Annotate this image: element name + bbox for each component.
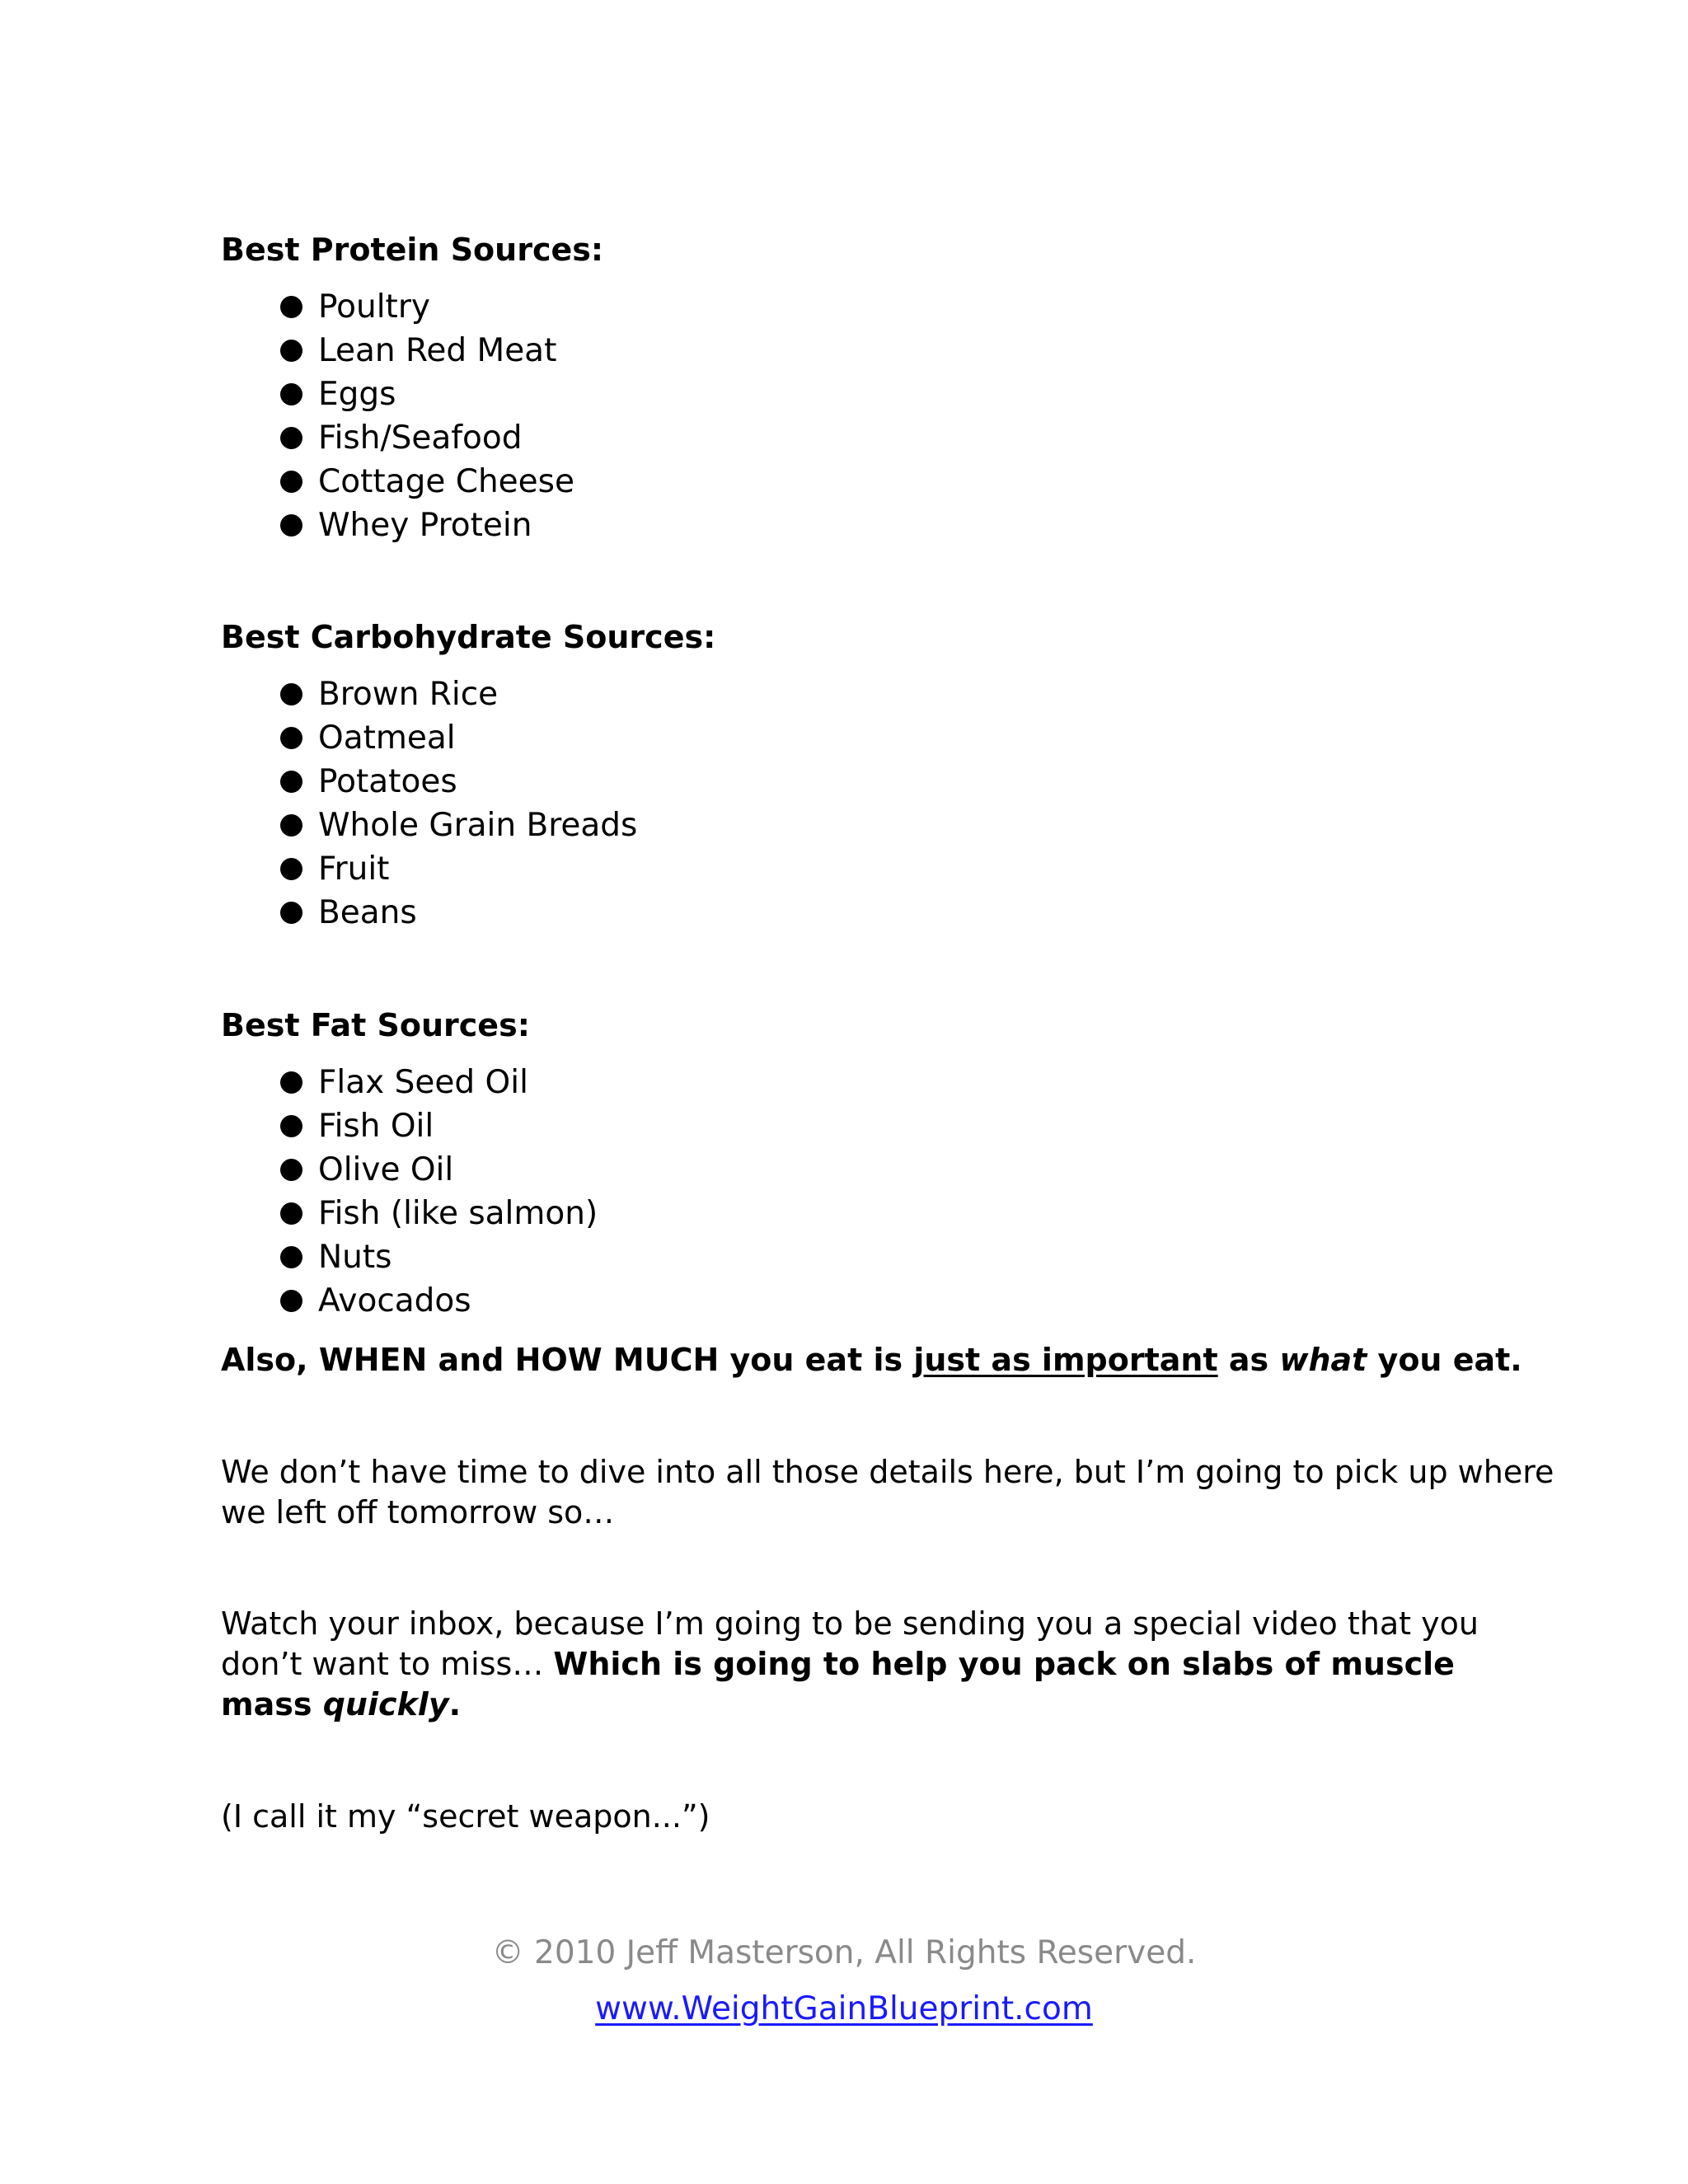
list-item-label: Avocados <box>318 1282 471 1319</box>
list-item <box>280 1148 598 1192</box>
bullet-icon <box>280 1202 302 1225</box>
list-item-label: Potatoes <box>318 763 457 800</box>
list-item <box>280 416 574 460</box>
bullet-icon <box>280 858 302 880</box>
bullet-icon <box>280 514 302 537</box>
list-item <box>280 1279 598 1323</box>
emphasis-sentence <box>221 1340 1522 1380</box>
list-item-label: Fish/Seafood <box>318 419 523 457</box>
list-item-label: Poultry <box>318 288 430 326</box>
paragraph-bold: Which is going to help you pack on slabs of muscle <box>553 1646 1455 1682</box>
bullet-icon <box>280 1246 302 1268</box>
website-link-wrapper <box>0 1990 1688 2029</box>
paragraph-line: We don’t have time to dive into all those details here, but I’m going to pick up where <box>221 1454 1554 1490</box>
paragraph-bold-italic: quickly <box>322 1686 449 1722</box>
paragraph-line: Watch your inbox, because I’m going to be sending you a special video that you <box>221 1605 1479 1642</box>
website-link[interactable]: www.WeightGainBlueprint.com <box>595 1990 1093 2027</box>
protein-heading: Best Protein Sources: <box>221 232 604 268</box>
paragraph-inbox <box>221 1604 1490 1725</box>
list-item <box>280 673 637 716</box>
list-item-label: Beans <box>318 894 417 931</box>
copyright-notice: © 2010 Jeff Masterson, All Rights Reserved. <box>491 1934 1197 1971</box>
list-item-label: Lean Red Meat <box>318 332 557 369</box>
list-item <box>280 891 637 935</box>
paragraph-line: we left off tomorrow so… <box>221 1494 615 1530</box>
list-item <box>280 1061 598 1104</box>
bullet-icon <box>280 296 302 318</box>
list-item-label: Whole Grain Breads <box>318 807 638 844</box>
fats-heading: Best Fat Sources: <box>221 1007 530 1043</box>
protein-list <box>280 285 574 547</box>
bullet-icon <box>280 383 302 405</box>
list-item-label: Nuts <box>318 1239 392 1276</box>
list-item-label: Whey Protein <box>318 507 532 544</box>
list-item <box>280 504 574 547</box>
list-item-label: Fish Oil <box>318 1108 434 1145</box>
carbs-list <box>280 673 637 935</box>
paragraph-line: don’t want to miss… <box>221 1646 554 1682</box>
paragraph-bold: mass <box>221 1686 323 1722</box>
list-item <box>280 847 637 891</box>
paragraph-details <box>221 1452 1554 1533</box>
list-item <box>280 329 574 373</box>
bullet-icon <box>280 683 302 705</box>
list-item-label: Fruit <box>318 851 390 888</box>
carbs-heading: Best Carbohydrate Sources: <box>221 619 716 655</box>
list-item <box>280 1192 598 1235</box>
bullet-icon <box>280 814 302 837</box>
emphasis-text: Also, WHEN and HOW MUCH you eat is <box>221 1342 914 1378</box>
fats-list <box>280 1061 598 1323</box>
bullet-icon <box>280 1159 302 1181</box>
emphasis-italic: what <box>1279 1342 1367 1378</box>
bullet-icon <box>280 902 302 924</box>
emphasis-text: as <box>1217 1342 1280 1378</box>
bullet-icon <box>280 1115 302 1137</box>
bullet-icon <box>280 471 302 493</box>
paragraph-secret-weapon: (I call it my “secret weapon...”) <box>221 1798 710 1835</box>
list-item <box>280 1104 598 1148</box>
bullet-icon <box>280 727 302 749</box>
list-item-label: Olive Oil <box>318 1151 454 1188</box>
list-item <box>280 804 637 847</box>
list-item <box>280 1235 598 1279</box>
bullet-icon <box>280 340 302 362</box>
bullet-icon <box>280 1290 302 1312</box>
emphasis-underlined: just as important <box>913 1342 1218 1378</box>
list-item <box>280 760 637 804</box>
list-item-label: Cottage Cheese <box>318 463 574 500</box>
list-item <box>280 373 574 416</box>
list-item-label: Oatmeal <box>318 719 456 757</box>
bullet-icon <box>280 427 302 449</box>
bullet-icon <box>280 1071 302 1094</box>
list-item-label: Flax Seed Oil <box>318 1064 528 1101</box>
list-item-label: Brown Rice <box>318 676 499 713</box>
bullet-icon <box>280 771 302 793</box>
list-item-label: Fish (like salmon) <box>318 1195 598 1232</box>
list-item <box>280 716 637 760</box>
list-item <box>280 285 574 329</box>
list-item <box>280 460 574 504</box>
paragraph-bold: . <box>448 1686 462 1722</box>
list-item-label: Eggs <box>318 376 396 413</box>
emphasis-text: you eat. <box>1367 1342 1522 1378</box>
